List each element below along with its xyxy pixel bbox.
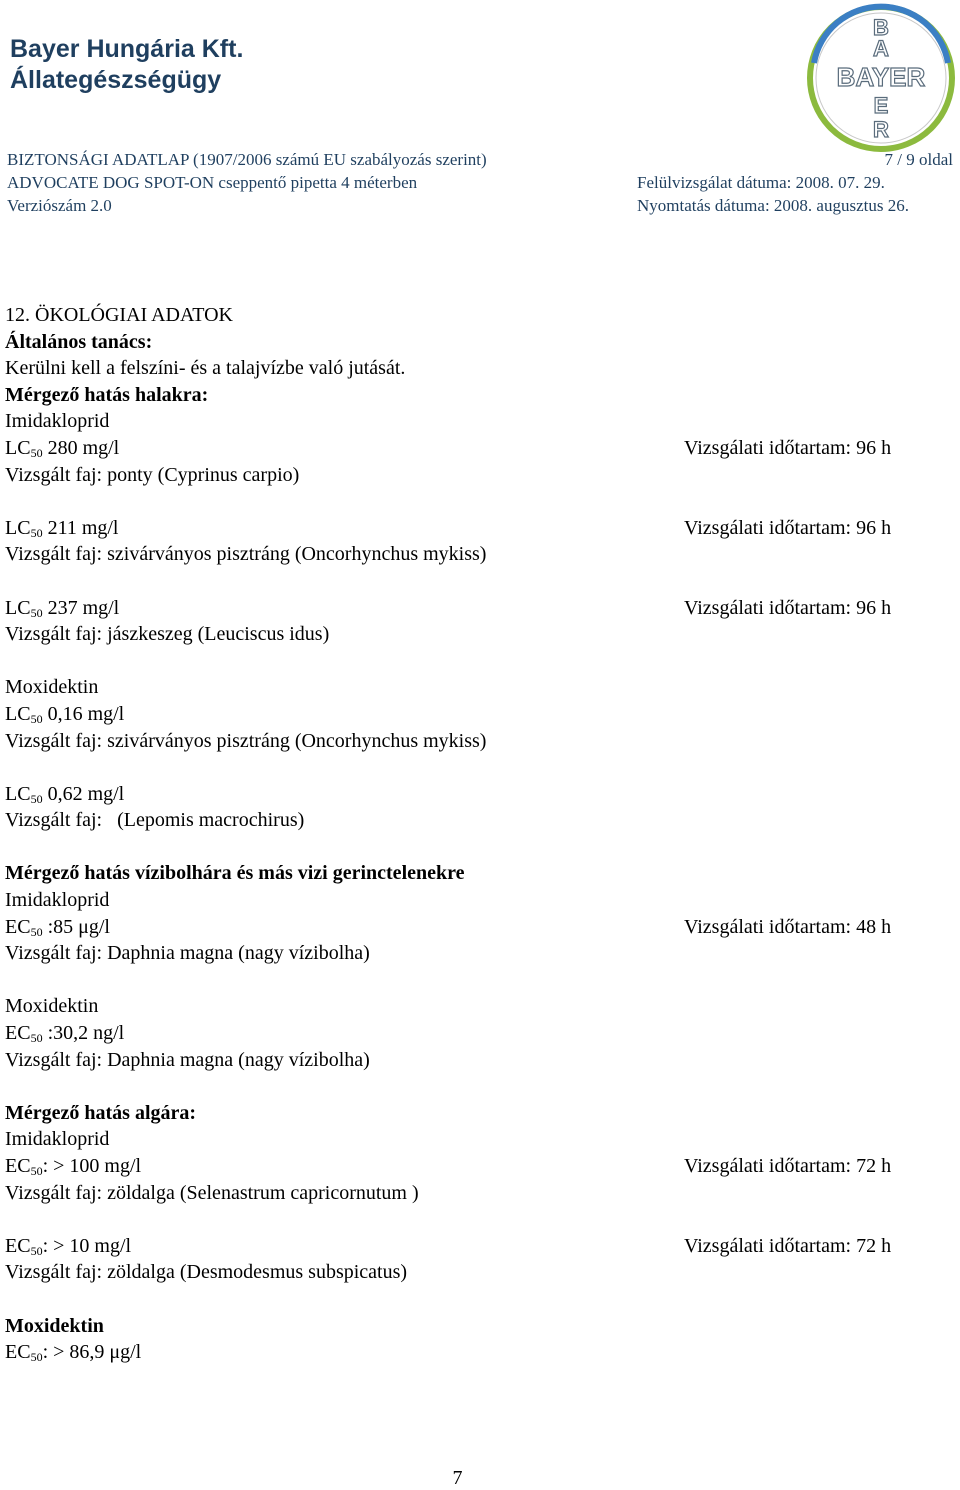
version-number: Verziószám 2.0: [7, 196, 112, 215]
metric-value: : > 86,9 μg/l: [42, 1341, 142, 1364]
species-line: Vizsgált faj: zöldalga (Desmodesmus subspicatus): [5, 1261, 408, 1284]
metric-subscript: 50: [30, 1243, 43, 1258]
species-line: Vizsgált faj: ponty (Cyprinus carpio): [5, 463, 300, 486]
ecological-section: [5, 302, 945, 1366]
metric-subscript: 50: [30, 445, 43, 460]
metric-value: 237 mg/l: [42, 596, 120, 619]
species-line: Vizsgált faj: jászkeszeg (Leuciscus idus): [5, 623, 330, 646]
section-title: 12. ÖKOLÓGIAI ADATOK: [5, 304, 233, 326]
metric-subscript: 50: [30, 711, 43, 726]
company-block: [10, 34, 243, 96]
daphnia-heading: Mérgező hatás vízibolhára és más vizi gerinctelenekre: [5, 862, 465, 885]
metric-label: EC: [5, 1155, 31, 1177]
species-line: Vizsgált faj: Daphnia magna (nagy vízibolha): [5, 942, 370, 965]
test-duration: Vizsgálati időtartam: 48 h: [684, 915, 892, 938]
substance-name: Moxidektin: [5, 1314, 104, 1337]
page-number: 7: [452, 1467, 463, 1489]
test-duration: Vizsgálati időtartam: 96 h: [684, 436, 892, 459]
header-row-2: [7, 171, 953, 195]
header-row-3: [7, 194, 953, 218]
print-date: Nyomtatás dátuma: 2008. augusztus 26.: [637, 196, 909, 215]
algae-result-3: [5, 1339, 945, 1366]
header-row-1: [7, 148, 953, 172]
daphnia-result-2: [5, 1020, 945, 1047]
test-duration: Vizsgálati időtartam: 96 h: [684, 596, 892, 619]
svg-text:A: A: [873, 36, 889, 61]
metric-label: LC: [5, 596, 31, 619]
metric-subscript: 50: [30, 525, 43, 540]
bayer-cross-logo: [806, 3, 956, 153]
metric-value: 0,16 mg/l: [42, 702, 125, 725]
svg-text:BAYER: BAYER: [836, 62, 926, 92]
svg-text:B: B: [873, 15, 889, 40]
fish-heading: Mérgező hatás halakra:: [5, 383, 209, 406]
species-line: Vizsgált faj: zöldalga (Selenastrum capricornutum ): [5, 1181, 419, 1204]
test-duration: Vizsgálati időtartam: 72 h: [684, 1155, 892, 1177]
fish-result-1: [5, 435, 945, 462]
product-name: ADVOCATE DOG SPOT-ON cseppentő pipetta 4 méterben: [7, 173, 418, 192]
test-duration: Vizsgálati időtartam: 96 h: [684, 516, 892, 539]
metric-label: LC: [5, 436, 31, 459]
species-line: Vizsgált faj: (Lepomis macrochirus): [5, 809, 305, 832]
algae-result-1: [5, 1153, 945, 1180]
species-line: Vizsgált faj: Daphnia magna (nagy vízibolha): [5, 1048, 370, 1071]
document-type: BIZTONSÁGI ADATLAP (1907/2006 számú EU szabályozás szerint): [7, 150, 487, 169]
substance-name: Moxidektin: [5, 676, 99, 699]
metric-value: :85 μg/l: [42, 915, 110, 938]
substance-name: Imidakloprid: [5, 410, 110, 433]
company-name: Bayer Hungária Kft.: [10, 35, 244, 63]
species-line: Vizsgált faj: szivárványos pisztráng (Oncorhynchus mykiss): [5, 729, 487, 752]
substance-name: Moxidektin: [5, 995, 99, 1018]
page-counter: 7 / 9 oldal: [884, 150, 953, 169]
fish-result-2: [5, 515, 945, 542]
metric-subscript: 50: [30, 1164, 43, 1178]
metric-subscript: 50: [30, 924, 43, 939]
revision-date: Felülvizsgálat dátuma: 2008. 07. 29.: [637, 173, 885, 192]
division-name: Állategészségügy: [10, 66, 222, 94]
metric-label: EC: [5, 1341, 31, 1364]
fish-result-5: [5, 781, 945, 808]
metric-label: EC: [5, 1022, 31, 1045]
metric-value: 211 mg/l: [42, 516, 119, 539]
species-line: Vizsgált faj: szivárványos pisztráng (Oncorhynchus mykiss): [5, 543, 487, 566]
metric-subscript: 50: [30, 605, 43, 620]
metric-label: EC: [5, 1234, 31, 1257]
svg-text:R: R: [873, 117, 889, 142]
metric-label: LC: [5, 702, 31, 725]
metric-value: : > 100 mg/l: [42, 1155, 142, 1177]
general-text: Kerülni kell a felszíni- és a talajvízbe való jutását.: [5, 357, 406, 380]
svg-text:E: E: [873, 93, 889, 118]
metric-subscript: 50: [30, 1350, 43, 1365]
metric-label: LC: [5, 516, 31, 539]
metric-label: LC: [5, 782, 31, 805]
algae-heading: Mérgező hatás algára:: [5, 1101, 197, 1124]
metric-label: EC: [5, 915, 31, 938]
algae-result-2: [5, 1233, 945, 1260]
metric-value: :30,2 ng/l: [42, 1022, 125, 1045]
general-heading: Általános tanács:: [5, 330, 153, 353]
metric-value: 0,62 mg/l: [42, 782, 125, 805]
metric-subscript: 50: [30, 791, 43, 806]
daphnia-result-1: [5, 914, 945, 941]
test-duration: Vizsgálati időtartam: 72 h: [684, 1234, 892, 1257]
metric-value: 280 mg/l: [42, 436, 120, 459]
substance-name: Imidakloprid: [5, 1128, 110, 1151]
fish-result-4: [5, 701, 945, 728]
metric-subscript: 50: [30, 1031, 43, 1046]
substance-name: Imidakloprid: [5, 889, 110, 912]
metric-value: : > 10 mg/l: [42, 1234, 132, 1257]
fish-result-3: [5, 595, 945, 622]
